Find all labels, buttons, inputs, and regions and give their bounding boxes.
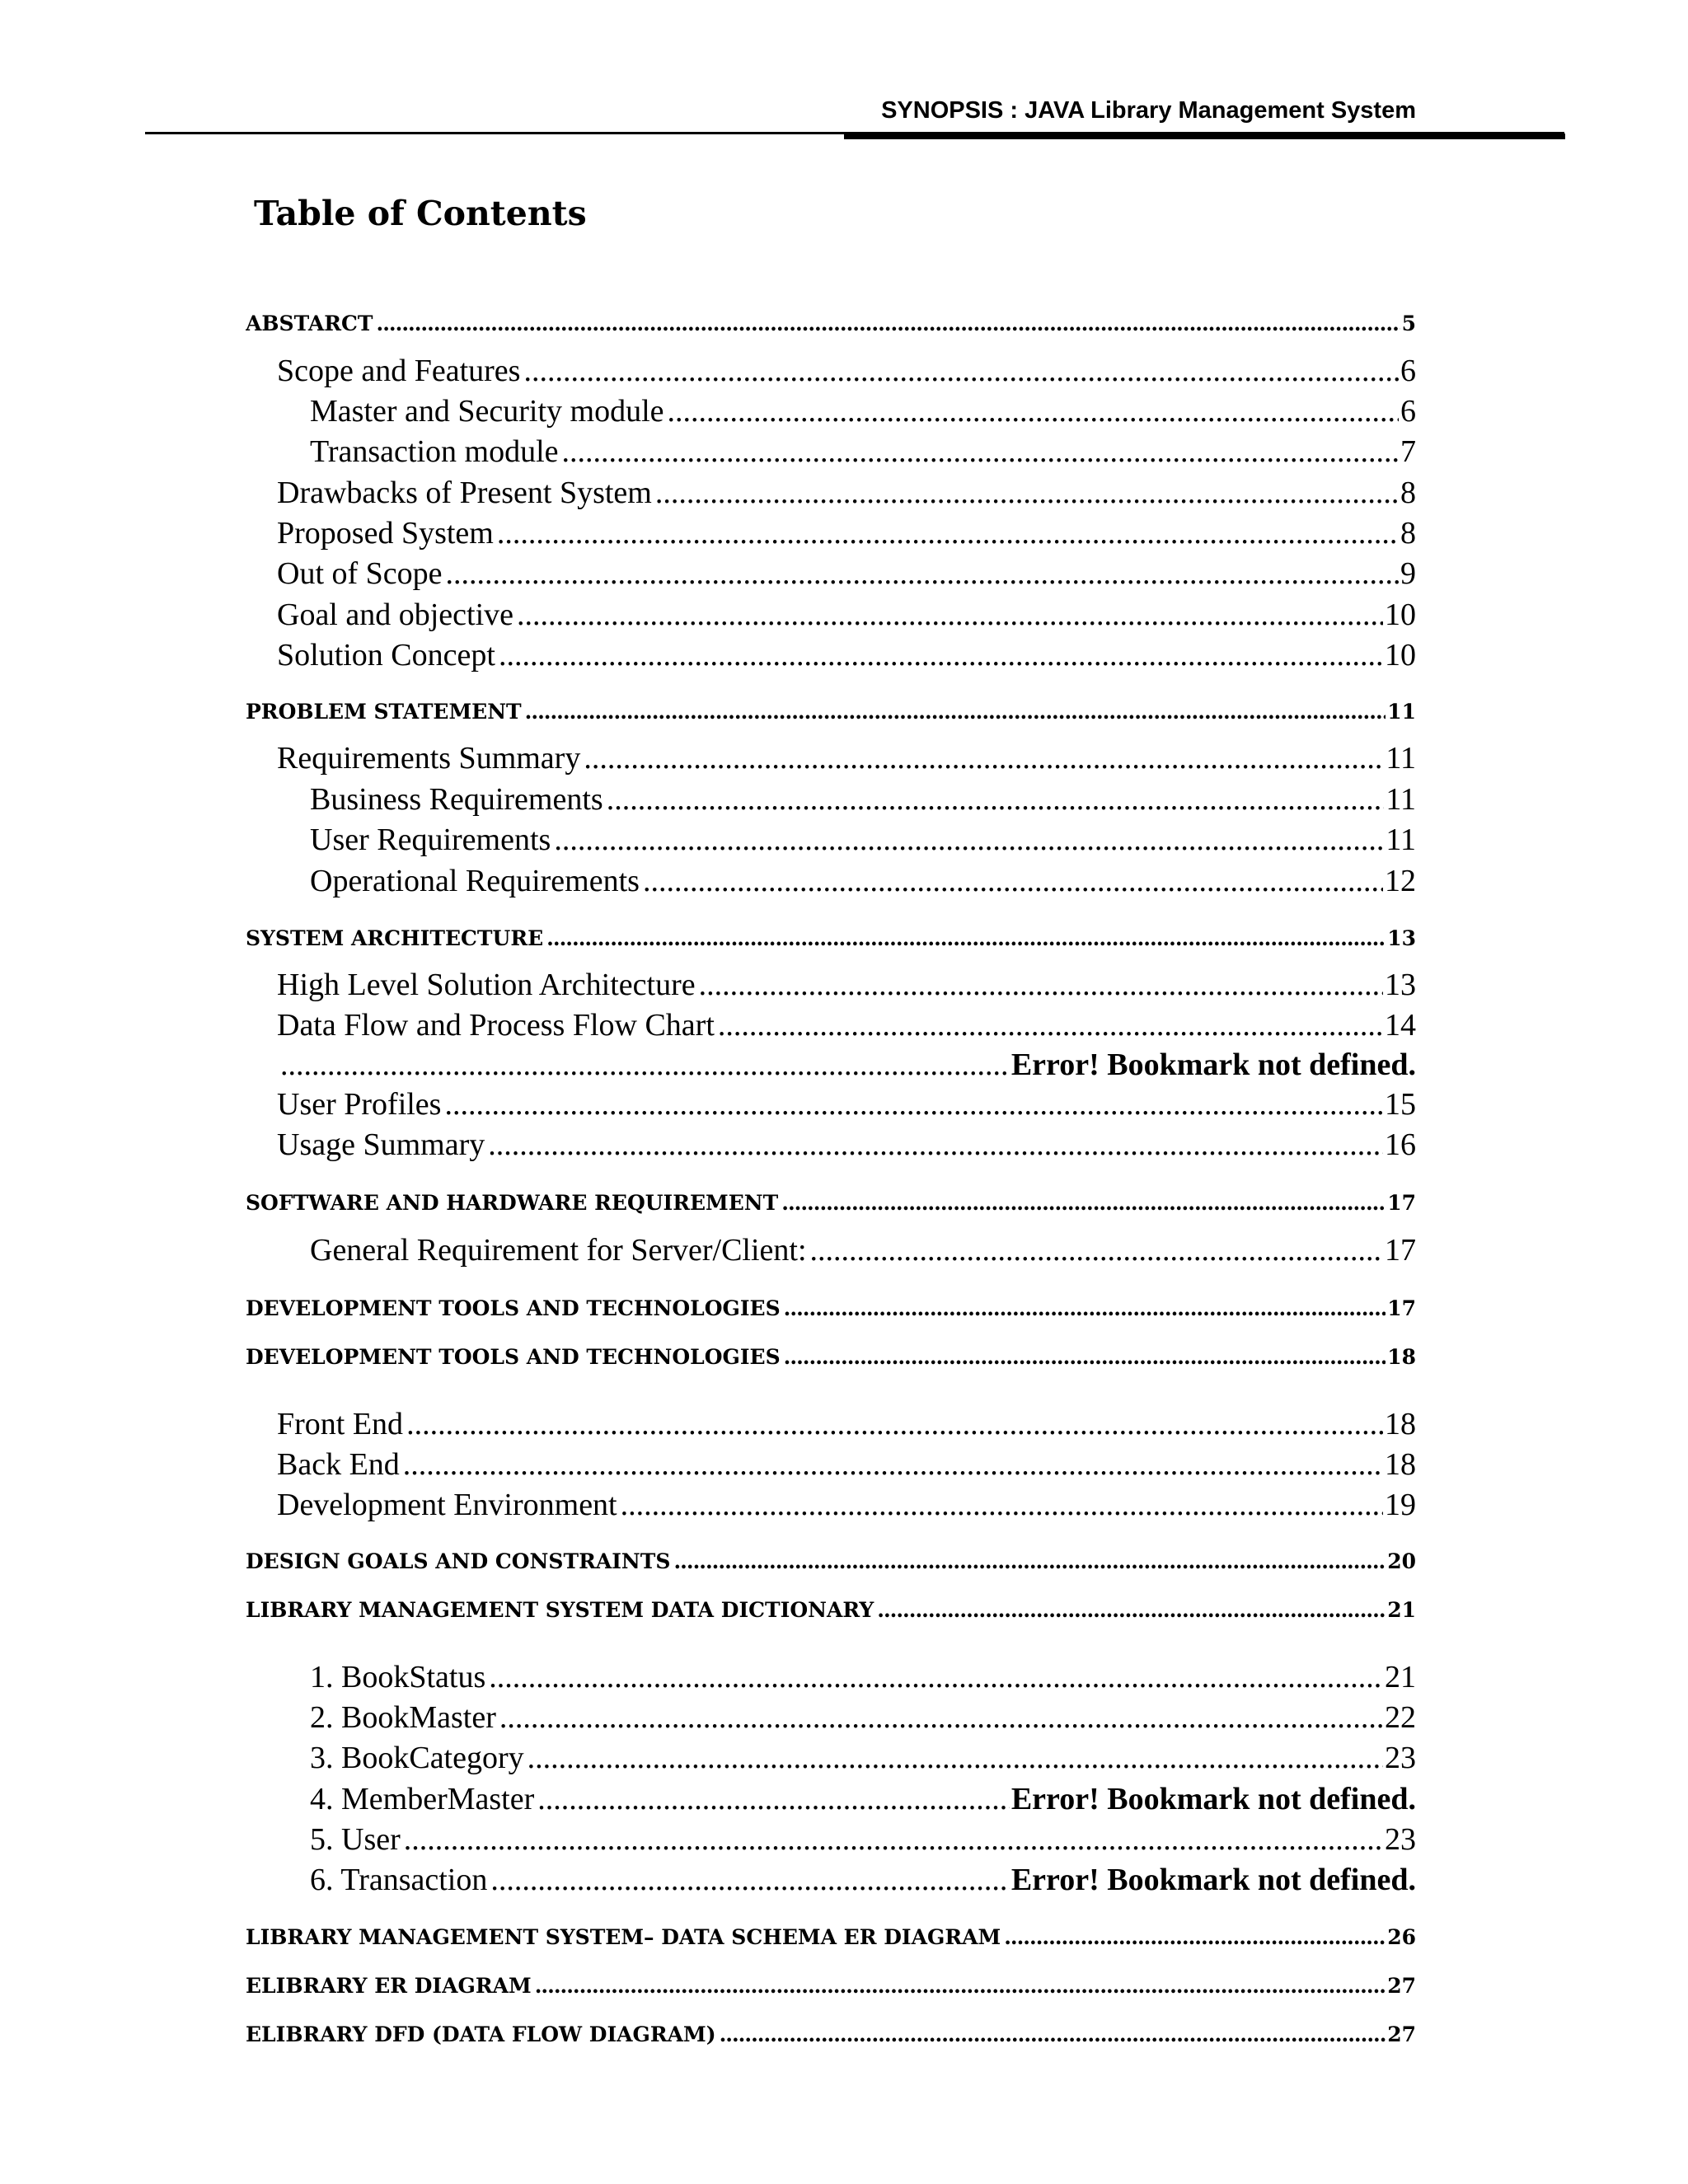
toc-entry[interactable] bbox=[310, 863, 1416, 899]
toc-entry-page: 17 bbox=[1385, 1233, 1416, 1268]
dot-leader bbox=[528, 1740, 1383, 1776]
toc-entry-label: Front End bbox=[277, 1407, 404, 1441]
dot-leader bbox=[718, 1007, 1383, 1043]
toc-entry-label: DEVELOPMENT TOOLS AND TECHNOLOGIES bbox=[246, 1345, 781, 1369]
dot-leader bbox=[784, 1296, 1386, 1320]
toc-entry[interactable] bbox=[246, 1296, 1416, 1320]
toc-entry-page: 17 bbox=[1387, 1296, 1416, 1320]
toc-entry-page: 6 bbox=[1400, 394, 1416, 429]
toc-entry-label: Proposed System bbox=[277, 516, 494, 551]
dot-leader bbox=[489, 1659, 1383, 1695]
toc-entry[interactable] bbox=[310, 781, 1416, 818]
dot-leader bbox=[280, 1047, 1010, 1083]
toc-title: Table of Contents bbox=[254, 194, 587, 233]
toc-entry-page: 15 bbox=[1385, 1087, 1416, 1122]
toc-entry[interactable] bbox=[277, 1127, 1416, 1163]
toc-entry-label: 2. BookMaster bbox=[310, 1700, 496, 1735]
toc-entry-label: 5. User bbox=[310, 1822, 401, 1857]
toc-entry-page: 23 bbox=[1385, 1741, 1416, 1775]
toc-entry-page: 12 bbox=[1385, 864, 1416, 898]
toc-entry-page: 19 bbox=[1385, 1488, 1416, 1522]
toc-entry[interactable] bbox=[246, 1549, 1416, 1573]
toc-entry-page: Error! Bookmark not defined. bbox=[1010, 1782, 1416, 1816]
toc-entry-label: DESIGN GOALS AND CONSTRAINTS bbox=[246, 1549, 671, 1573]
toc-entry[interactable] bbox=[277, 475, 1416, 511]
toc-entry-page: 18 bbox=[1387, 1345, 1416, 1369]
toc-entry-label: Requirements Summary bbox=[277, 741, 581, 776]
toc-entry-page: 21 bbox=[1387, 1598, 1416, 1622]
toc-entry-label: PROBLEM STATEMENT bbox=[246, 700, 522, 724]
toc-entry[interactable] bbox=[246, 926, 1416, 950]
dot-leader bbox=[877, 1598, 1386, 1622]
toc-entry-page: 7 bbox=[1400, 434, 1416, 469]
dot-leader bbox=[517, 597, 1383, 633]
toc-entry[interactable] bbox=[277, 555, 1416, 592]
toc-entry[interactable] bbox=[277, 597, 1416, 633]
toc-entry-label: SYSTEM ARCHITECTURE bbox=[246, 926, 544, 950]
toc-entry-page: 5 bbox=[1401, 312, 1416, 335]
toc-entry[interactable] bbox=[310, 1232, 1416, 1268]
toc-entry[interactable] bbox=[277, 1406, 1416, 1442]
toc-entry-label: Transaction module bbox=[310, 434, 559, 469]
toc-entry-label: Business Requirements bbox=[310, 782, 603, 817]
dot-leader bbox=[668, 393, 1399, 429]
toc-entry[interactable] bbox=[246, 1345, 1416, 1369]
toc-entry-page: 23 bbox=[1385, 1822, 1416, 1857]
toc-entry-label: 6. Transaction bbox=[310, 1863, 488, 1897]
toc-entry-page: 20 bbox=[1387, 1549, 1416, 1573]
toc-entry[interactable] bbox=[246, 1974, 1416, 1998]
toc-entry[interactable] bbox=[310, 1659, 1416, 1695]
toc-entry[interactable] bbox=[310, 393, 1416, 429]
toc-entry[interactable] bbox=[310, 1862, 1416, 1898]
toc-entry-page: 18 bbox=[1385, 1447, 1416, 1482]
toc-entry[interactable] bbox=[277, 1446, 1416, 1483]
toc-entry-page: 17 bbox=[1387, 1191, 1416, 1215]
toc-entry-label: Operational Requirements bbox=[310, 864, 640, 898]
toc-entry-label: General Requirement for Server/Client: bbox=[310, 1233, 807, 1268]
toc-entry[interactable] bbox=[246, 1925, 1416, 1949]
toc-entry-page: 21 bbox=[1385, 1660, 1416, 1694]
running-header: SYNOPSIS : JAVA Library Management System bbox=[881, 97, 1416, 124]
dot-leader bbox=[490, 1862, 1009, 1898]
toc-entry[interactable] bbox=[277, 515, 1416, 551]
toc-entry-page: 11 bbox=[1386, 741, 1416, 776]
toc-entry[interactable] bbox=[277, 1007, 1416, 1043]
dot-leader bbox=[607, 781, 1385, 818]
toc-entry[interactable] bbox=[310, 1699, 1416, 1736]
dot-leader bbox=[499, 1699, 1383, 1736]
toc-entry[interactable] bbox=[277, 1487, 1416, 1523]
toc-entry-page: 11 bbox=[1387, 700, 1416, 724]
dot-leader bbox=[699, 967, 1383, 1003]
dot-leader bbox=[655, 475, 1399, 511]
toc-entry[interactable] bbox=[246, 312, 1416, 335]
dot-leader bbox=[584, 740, 1384, 776]
dot-leader bbox=[525, 700, 1386, 724]
toc-entry-page: 27 bbox=[1387, 2022, 1416, 2046]
toc-entry[interactable] bbox=[277, 1086, 1416, 1122]
toc-entry[interactable] bbox=[277, 740, 1416, 776]
dot-leader bbox=[444, 1086, 1383, 1122]
toc-entry-page: 22 bbox=[1385, 1700, 1416, 1735]
toc-entry[interactable] bbox=[277, 353, 1416, 389]
toc-entry-label: Drawbacks of Present System bbox=[277, 476, 652, 510]
dot-leader bbox=[446, 555, 1399, 592]
toc-entry-page: 13 bbox=[1385, 968, 1416, 1002]
toc-entry-page: 18 bbox=[1385, 1407, 1416, 1441]
toc-entry-page: 11 bbox=[1386, 823, 1416, 857]
toc-entry-label: Back End bbox=[277, 1447, 400, 1482]
toc-entry-page: 8 bbox=[1400, 476, 1416, 510]
toc-entry-page: 16 bbox=[1385, 1127, 1416, 1162]
dot-leader bbox=[537, 1781, 1010, 1817]
toc-entry-label: 4. MemberMaster bbox=[310, 1782, 535, 1816]
toc-entry-page: Error! Bookmark not defined. bbox=[1010, 1047, 1416, 1082]
dot-leader bbox=[377, 312, 1400, 335]
dot-leader bbox=[781, 1191, 1386, 1215]
toc-entry[interactable] bbox=[246, 1191, 1416, 1215]
toc-entry-label: LIBRARY MANAGEMENT SYSTEM DATA DICTIONARY bbox=[246, 1598, 874, 1622]
dot-leader bbox=[406, 1406, 1383, 1442]
toc-entry-page: 8 bbox=[1400, 516, 1416, 551]
dot-leader bbox=[1004, 1925, 1386, 1949]
dot-leader bbox=[497, 515, 1399, 551]
toc-entry-page: 6 bbox=[1400, 354, 1416, 388]
toc-entry[interactable] bbox=[310, 1821, 1416, 1858]
toc-entry-label: DEVELOPMENT TOOLS AND TECHNOLOGIES bbox=[246, 1296, 781, 1320]
toc-entry-label: 3. BookCategory bbox=[310, 1741, 524, 1775]
toc-entry-page: 14 bbox=[1385, 1008, 1416, 1043]
dot-leader bbox=[784, 1345, 1386, 1369]
toc-entry[interactable] bbox=[277, 637, 1416, 673]
toc-entry-page: 26 bbox=[1387, 1925, 1416, 1949]
toc-entry-label: ELIBRARY DFD (DATA FLOW DIAGRAM) bbox=[246, 2022, 716, 2046]
toc-entry-label: Development Environment bbox=[277, 1488, 617, 1522]
toc-entry[interactable] bbox=[277, 967, 1416, 1003]
toc-entry-label: User Profiles bbox=[277, 1087, 442, 1122]
dot-leader bbox=[554, 822, 1384, 858]
toc-entry-label: Master and Security module bbox=[310, 394, 664, 429]
toc-entry[interactable] bbox=[246, 700, 1416, 724]
toc-entry-label: Usage Summary bbox=[277, 1127, 485, 1162]
dot-leader bbox=[523, 353, 1399, 389]
dot-leader bbox=[810, 1232, 1383, 1268]
dot-leader bbox=[562, 434, 1399, 470]
toc-entry-page: 9 bbox=[1400, 556, 1416, 591]
toc-entry-page: Error! Bookmark not defined. bbox=[1010, 1863, 1416, 1897]
dot-leader bbox=[403, 1446, 1383, 1483]
dot-leader bbox=[404, 1821, 1383, 1858]
toc-entry[interactable] bbox=[310, 434, 1416, 470]
toc-entry-label: User Requirements bbox=[310, 823, 551, 857]
toc-entry[interactable] bbox=[277, 1047, 1416, 1083]
toc-entry-page: 27 bbox=[1387, 1974, 1416, 1998]
toc-entry-label: ABSTARCT bbox=[246, 312, 373, 335]
toc-entry-page: 10 bbox=[1385, 638, 1416, 673]
toc-entry-label: ELIBRARY ER DIAGRAM bbox=[246, 1974, 532, 1998]
toc-entry-label: SOFTWARE AND HARDWARE REQUIREMENT bbox=[246, 1191, 779, 1215]
toc-entry-label: Solution Concept bbox=[277, 638, 495, 673]
dot-leader bbox=[643, 863, 1383, 899]
toc-entry-label: LIBRARY MANAGEMENT SYSTEM– DATA SCHEMA ER DIAGRAM bbox=[246, 1925, 1001, 1949]
dot-leader bbox=[546, 926, 1386, 950]
toc-entry-label: Data Flow and Process Flow Chart bbox=[277, 1008, 715, 1043]
toc-entry-label: Goal and objective bbox=[277, 598, 514, 632]
toc-entry[interactable] bbox=[310, 1781, 1416, 1817]
toc-entry-page: 13 bbox=[1387, 926, 1416, 950]
toc-entry[interactable] bbox=[310, 1740, 1416, 1776]
toc-entry-label: High Level Solution Architecture bbox=[277, 968, 696, 1002]
toc-entry-page: 10 bbox=[1385, 598, 1416, 632]
dot-leader bbox=[673, 1549, 1386, 1573]
dot-leader bbox=[499, 637, 1383, 673]
toc-entry-label: 1. BookStatus bbox=[310, 1660, 486, 1694]
dot-leader bbox=[535, 1974, 1386, 1998]
dot-leader bbox=[621, 1487, 1383, 1523]
dot-leader bbox=[488, 1127, 1383, 1163]
toc-entry-label: Scope and Features bbox=[277, 354, 521, 388]
toc-entry[interactable] bbox=[310, 822, 1416, 858]
dot-leader bbox=[720, 2022, 1386, 2046]
toc-entry-label: Out of Scope bbox=[277, 556, 443, 591]
toc-entry[interactable] bbox=[246, 1598, 1416, 1622]
toc-entry[interactable] bbox=[246, 2022, 1416, 2046]
toc-entry-page: 11 bbox=[1386, 782, 1416, 817]
